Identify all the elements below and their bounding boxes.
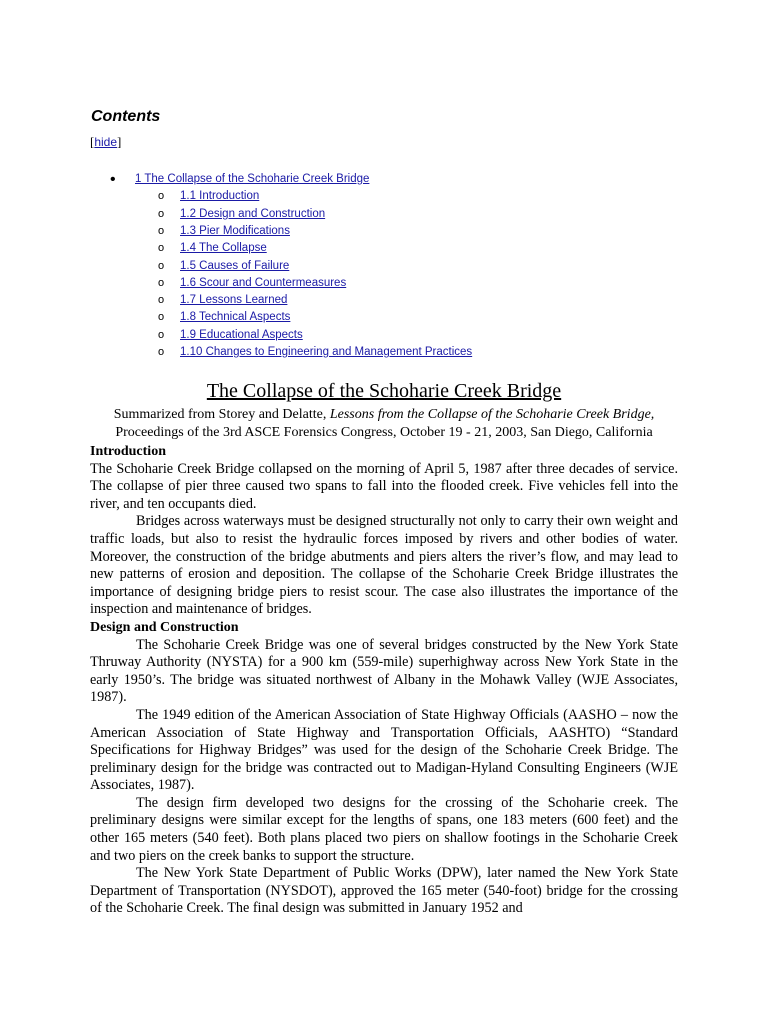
bullet-circle-icon: o	[158, 328, 165, 341]
bullet-circle-icon: o	[158, 346, 165, 358]
toc-link[interactable]: 1.9 Educational Aspects	[180, 328, 303, 341]
toc-link[interactable]: 1.2 Design and Construction	[180, 207, 326, 220]
article-subtitle	[90, 406, 678, 442]
toc-link[interactable]: 1.1 Introduction	[180, 190, 260, 203]
subtitle-line2: Proceedings of the 3rd ASCE Forensics Congress, October 19 - 21, 2003, San Diego, California	[115, 425, 653, 440]
bullet-circle-icon: o	[158, 224, 165, 237]
hide-toggle-wrapper: [hide]	[90, 134, 122, 149]
toc-link[interactable]: 1.4 The Collapse	[180, 242, 267, 255]
toc-link[interactable]: 1.8 Technical Aspects	[180, 311, 291, 324]
bullet-circle-icon: o	[158, 311, 165, 324]
article-title: The Collapse of the Schoharie Creek Bridge	[206, 380, 562, 402]
paragraph: The design firm developed two designs for the crossing of the Schoharie creek. The preliminary designs were similar except for the lengths of spans, one 183 meters (600 feet) and the other 165 meters (540 feet). Both plans placed two piers on shallow footings in the Schoharie Creek and two piers on the creek banks to support the structure.	[90, 794, 678, 864]
paragraph: The 1949 edition of the American Association of State Highway Officials (AASHO – now the American Association of State Highway and Transportation Officials, AASHTO) “Standard Specifications for Highway Bridges” was used for the design of the Schoharie Creek Bridge. The preliminary design for the bridge was contracted out to Madigan-Hyland Consulting Engineers (WJE Associates, 1987).	[90, 706, 678, 794]
bullet-circle-icon: o	[158, 207, 165, 220]
section-heading: Design and Construction	[90, 619, 239, 635]
bullet-circle-icon: o	[158, 294, 165, 307]
bullet-circle-icon: o	[158, 242, 165, 255]
bullet-circle-icon: o	[158, 190, 165, 203]
toc-link[interactable]: 1.3 Pier Modifications	[180, 224, 290, 237]
article-body	[90, 443, 678, 918]
paragraph: The New York State Department of Public Works (DPW), later named the New York State Department of Transportation (NYSDOT), approved the 165 meter (540-foot) bridge for the crossing of the Schoharie Creek. The final design was submitted in January 1952 and	[90, 865, 678, 917]
toc-link[interactable]: 1.7 Lessons Learned	[180, 294, 288, 307]
bullet-circle-icon: o	[158, 276, 165, 289]
subtitle-italic: Lessons from the Collapse of the Schoharie Creek Bridge,	[329, 407, 655, 422]
toc-link[interactable]: 1 The Collapse of the Schoharie Creek Bridge	[135, 173, 370, 185]
paragraph: The Schoharie Creek Bridge collapsed on the morning of April 5, 1987 after three decades of service. The collapse of pier three caused two spans to fall into the flooded creek. Five vehicles fell into the river, and ten occupants died.	[90, 460, 678, 512]
subtitle-prefix: Summarized from Storey and Delatte,	[113, 407, 330, 422]
toc-link[interactable]: 1.6 Scour and Countermeasures	[180, 276, 347, 289]
hide-link[interactable]: hide	[94, 135, 118, 149]
toc-link[interactable]: 1.5 Causes of Failure	[180, 259, 290, 272]
contents-title: Contents	[91, 108, 161, 125]
section-heading: Introduction	[90, 444, 166, 459]
toc-link[interactable]: 1.10 Changes to Engineering and Management Practices	[180, 346, 473, 358]
paragraph: Bridges across waterways must be designed structurally not only to carry their own weight and traffic loads, but also to resist the hydraulic forces imposed by rivers and other bodies of water. Moreover, the construction of the bridge abutments and piers alters the river’s flow, and may lead to new patterns of erosion and deposition. The collapse of the Schoharie Creek Bridge illustrates the importance of designing bridge piers to resist scour. The case also illustrates the importance of the inspection and maintenance of bridges.	[90, 513, 678, 618]
paragraph: The Schoharie Creek Bridge was one of several bridges constructed by the New York State Thruway Authority (NYSTA) for a 900 km (559-mile) superhighway across New York State in the early 1950’s. The bridge was situated northwest of Albany in the Mohawk Valley (WJE Associates, 1987).	[90, 636, 678, 706]
bullet-circle-icon: o	[158, 259, 165, 272]
bullet-disc-icon: •	[110, 171, 116, 188]
